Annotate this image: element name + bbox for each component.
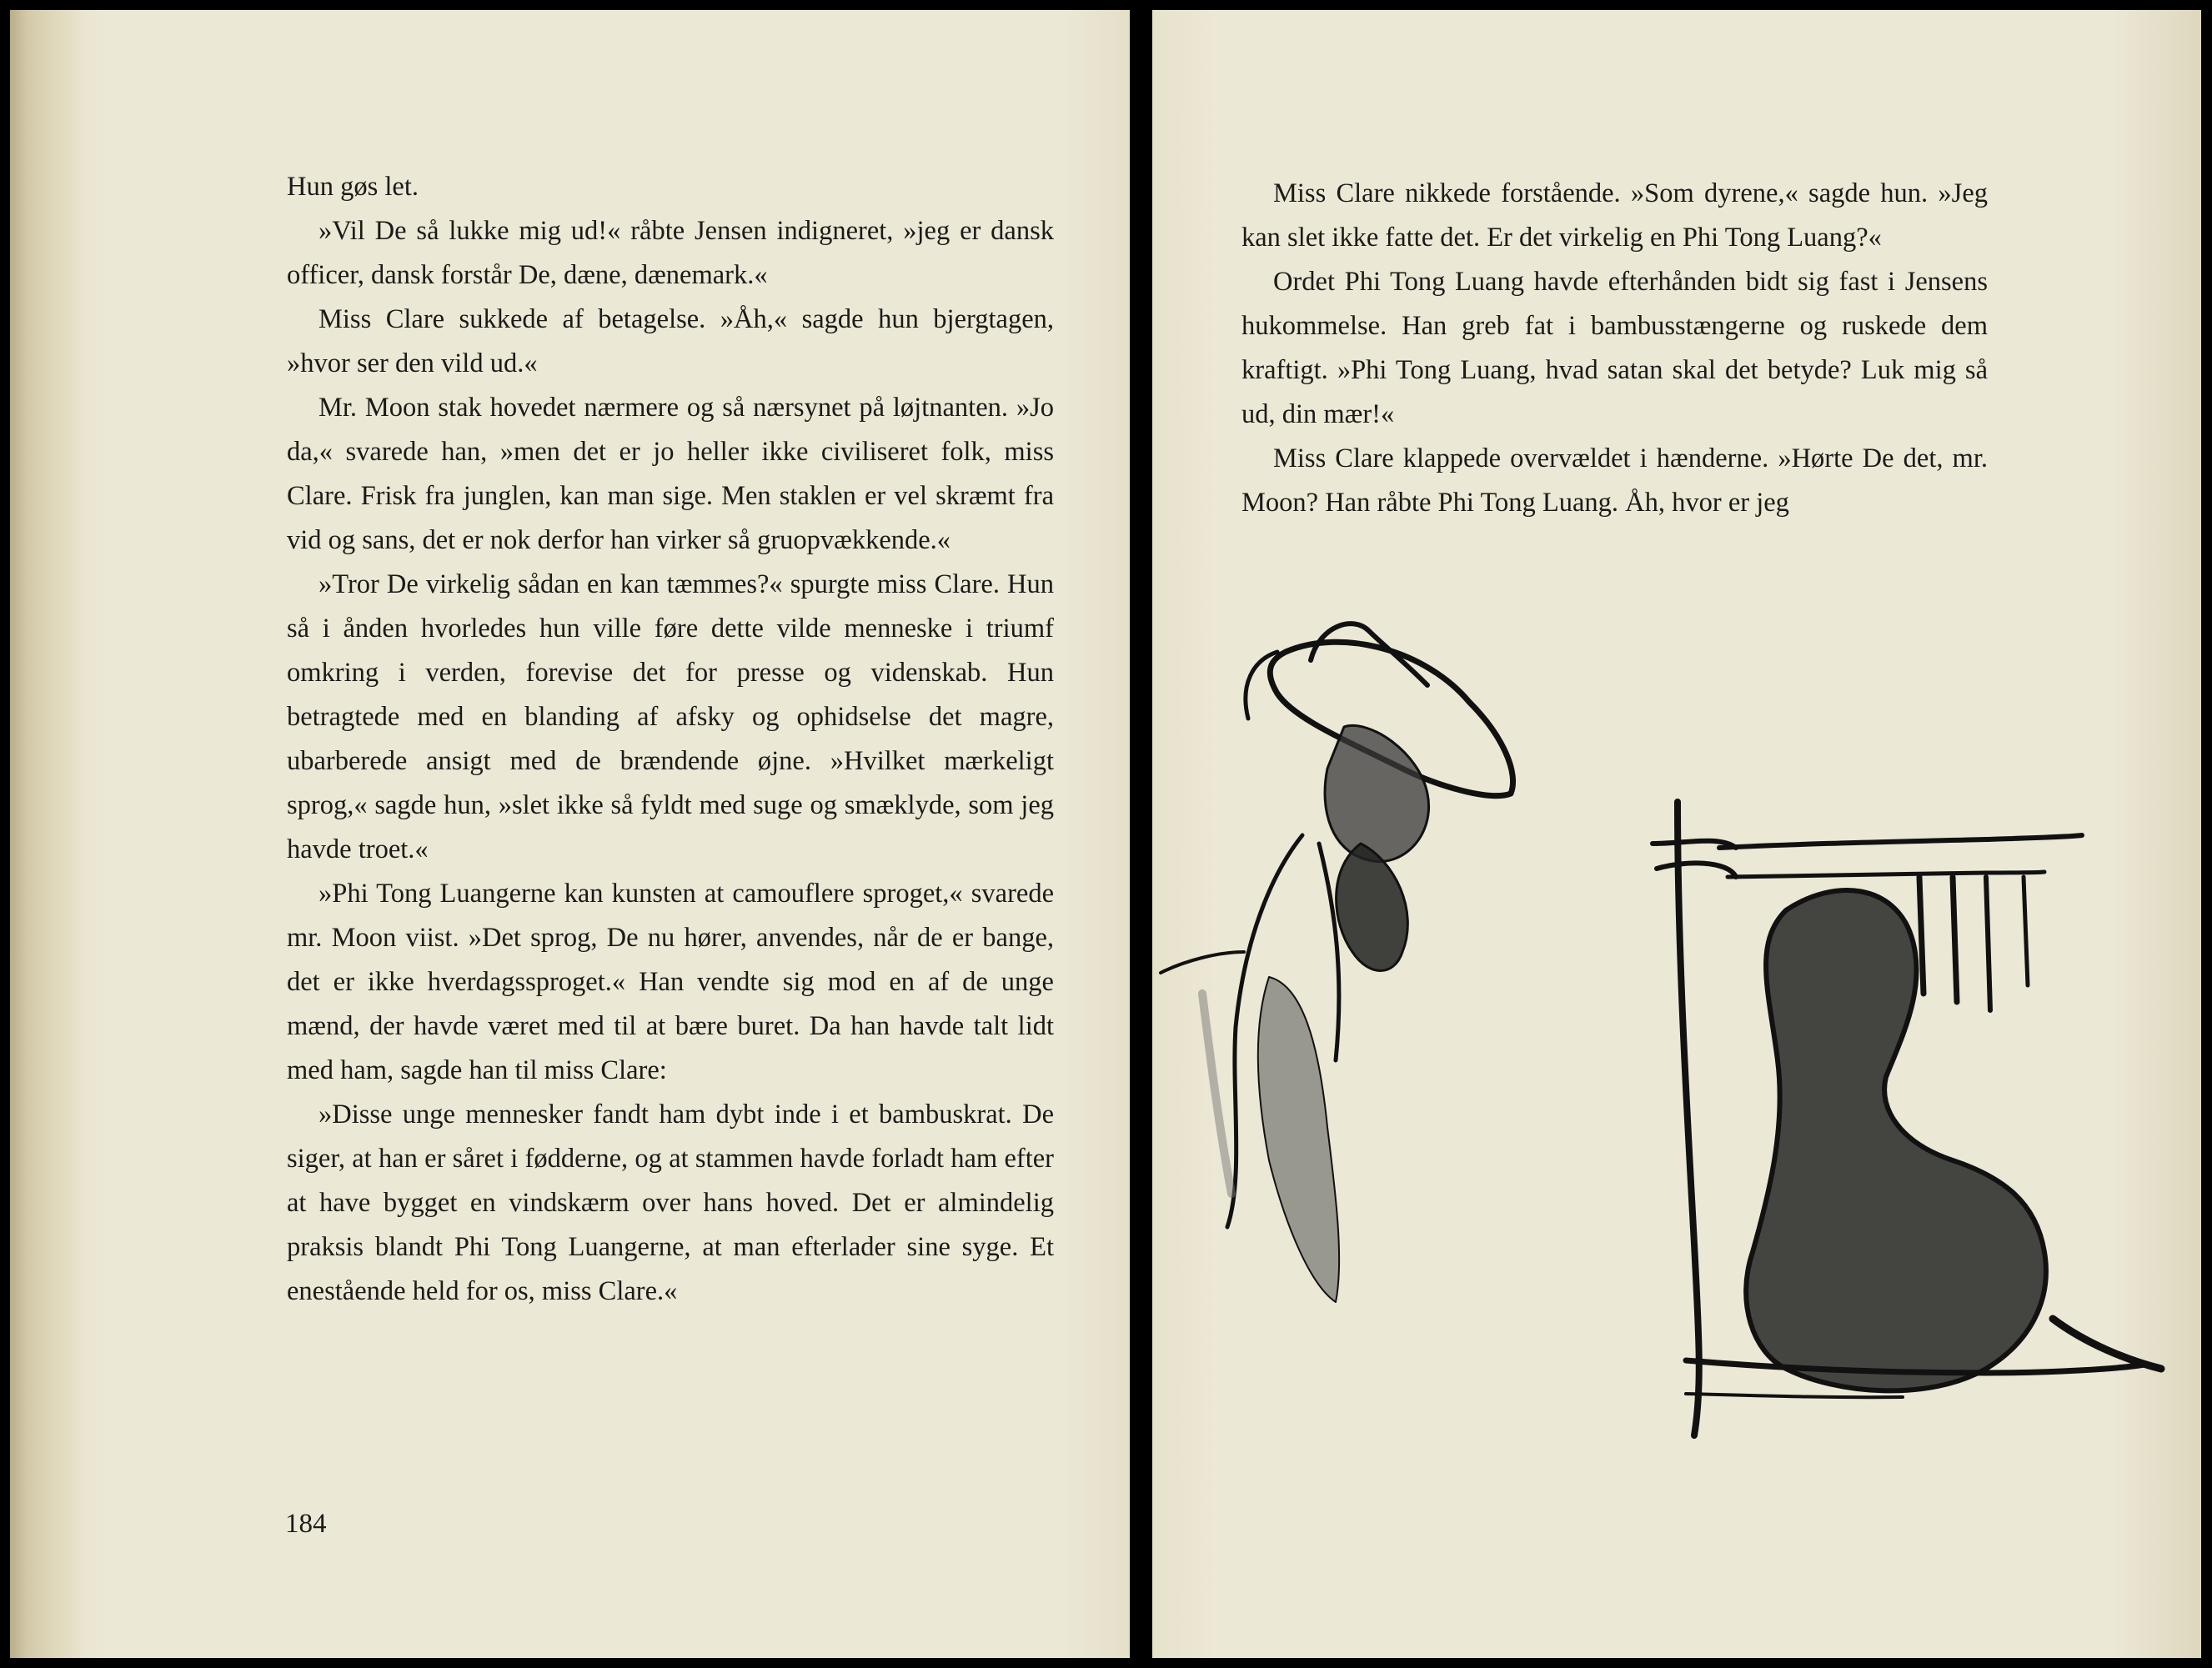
paragraph: Miss Clare klappede overvældet i hænderne. »Hørte De det, mr. Moon? Han råbte Phi Tong Luang. Åh, hvor er jeg bbox=[1241, 443, 1988, 518]
ink-illustration bbox=[1152, 594, 2201, 1594]
paragraph: »Tror De virkelig sådan en kan tæmmes?« spurgte miss Clare. Hun så i ånden hvorledes hun ville føre dette vilde menneske i triumf omkring i verden, forevise det for presse og videnskab. Hun betragtede med en blanding af afsky og ophidselse det magre, ubarberede ansigt med de brændende øjne. »Hvilket mærkeligt sprog,« sagde hun, »slet ikke så fyldt med suge og smæklyde, som jeg havde troet.« bbox=[287, 569, 1054, 864]
paragraph: Mr. Moon stak hovedet nærmere og så nærsynet på løjtnanten. »Jo da,« svarede han, »men det er jo heller ikke civiliseret folk, miss Clare. Frisk fra junglen, kan man sige. Men staklen er vel skræmt fra vid og sans, det er nok derfor han virker så gruopvækkende.« bbox=[287, 393, 1054, 555]
paragraph: »Vil De så lukke mig ud!« råbte Jensen indigneret, »jeg er dansk officer, dansk forstår De, dæne, dænemark.« bbox=[287, 216, 1054, 290]
paragraph: Miss Clare nikkede forstående. »Som dyrene,« sagde hun. »Jeg kan slet ikke fatte det. Er det virkelig en Phi Tong Luang?« bbox=[1241, 178, 1988, 253]
paragraph: Miss Clare sukkede af betagelse. »Åh,« sagde hun bjergtagen, »hvor ser den vild ud.« bbox=[287, 304, 1054, 378]
page-edge-shadow bbox=[10, 10, 85, 1658]
page-number: 184 bbox=[285, 1509, 327, 1539]
caged-figure-drawing bbox=[1653, 802, 2161, 1435]
left-page bbox=[10, 10, 1130, 1658]
left-page-text bbox=[287, 165, 1054, 1314]
paragraph: »Phi Tong Luangerne kan kunsten at camouflere sproget,« svarede mr. Moon viist. »Det sprog, De nu hører, anvendes, når de er bange, det er ikke hverdagssproget.« Han vendte sig mod en af de unge mænd, der havde været med til at bære buret. Da han havde talt lidt med ham, sagde han til miss Clare: bbox=[287, 879, 1054, 1085]
paragraph: »Disse unge mennesker fandt ham dybt inde i et bambuskrat. De siger, at han er såret i fødderne, og at stammen havde forladt ham efter at have bygget en vindskærm over hans hoved. Det er almindelig praksis blandt Phi Tong Luangerne, at man efterlader sine syge. Et enestående held for os, miss Clare.« bbox=[287, 1099, 1054, 1306]
right-page bbox=[1152, 10, 2201, 1658]
paragraph: Hun gøs let. bbox=[287, 172, 419, 202]
figure-with-hat-drawing bbox=[1161, 624, 1513, 1302]
right-page-text bbox=[1241, 172, 1988, 525]
paragraph: Ordet Phi Tong Luang havde efterhånden bidt sig fast i Jensens hukommelse. Han greb fat i bambusstængerne og ruskede dem kraftigt. »Phi Tong Luang, hvad satan skal det betyde? Luk mig så ud, din mær!« bbox=[1241, 267, 1988, 429]
